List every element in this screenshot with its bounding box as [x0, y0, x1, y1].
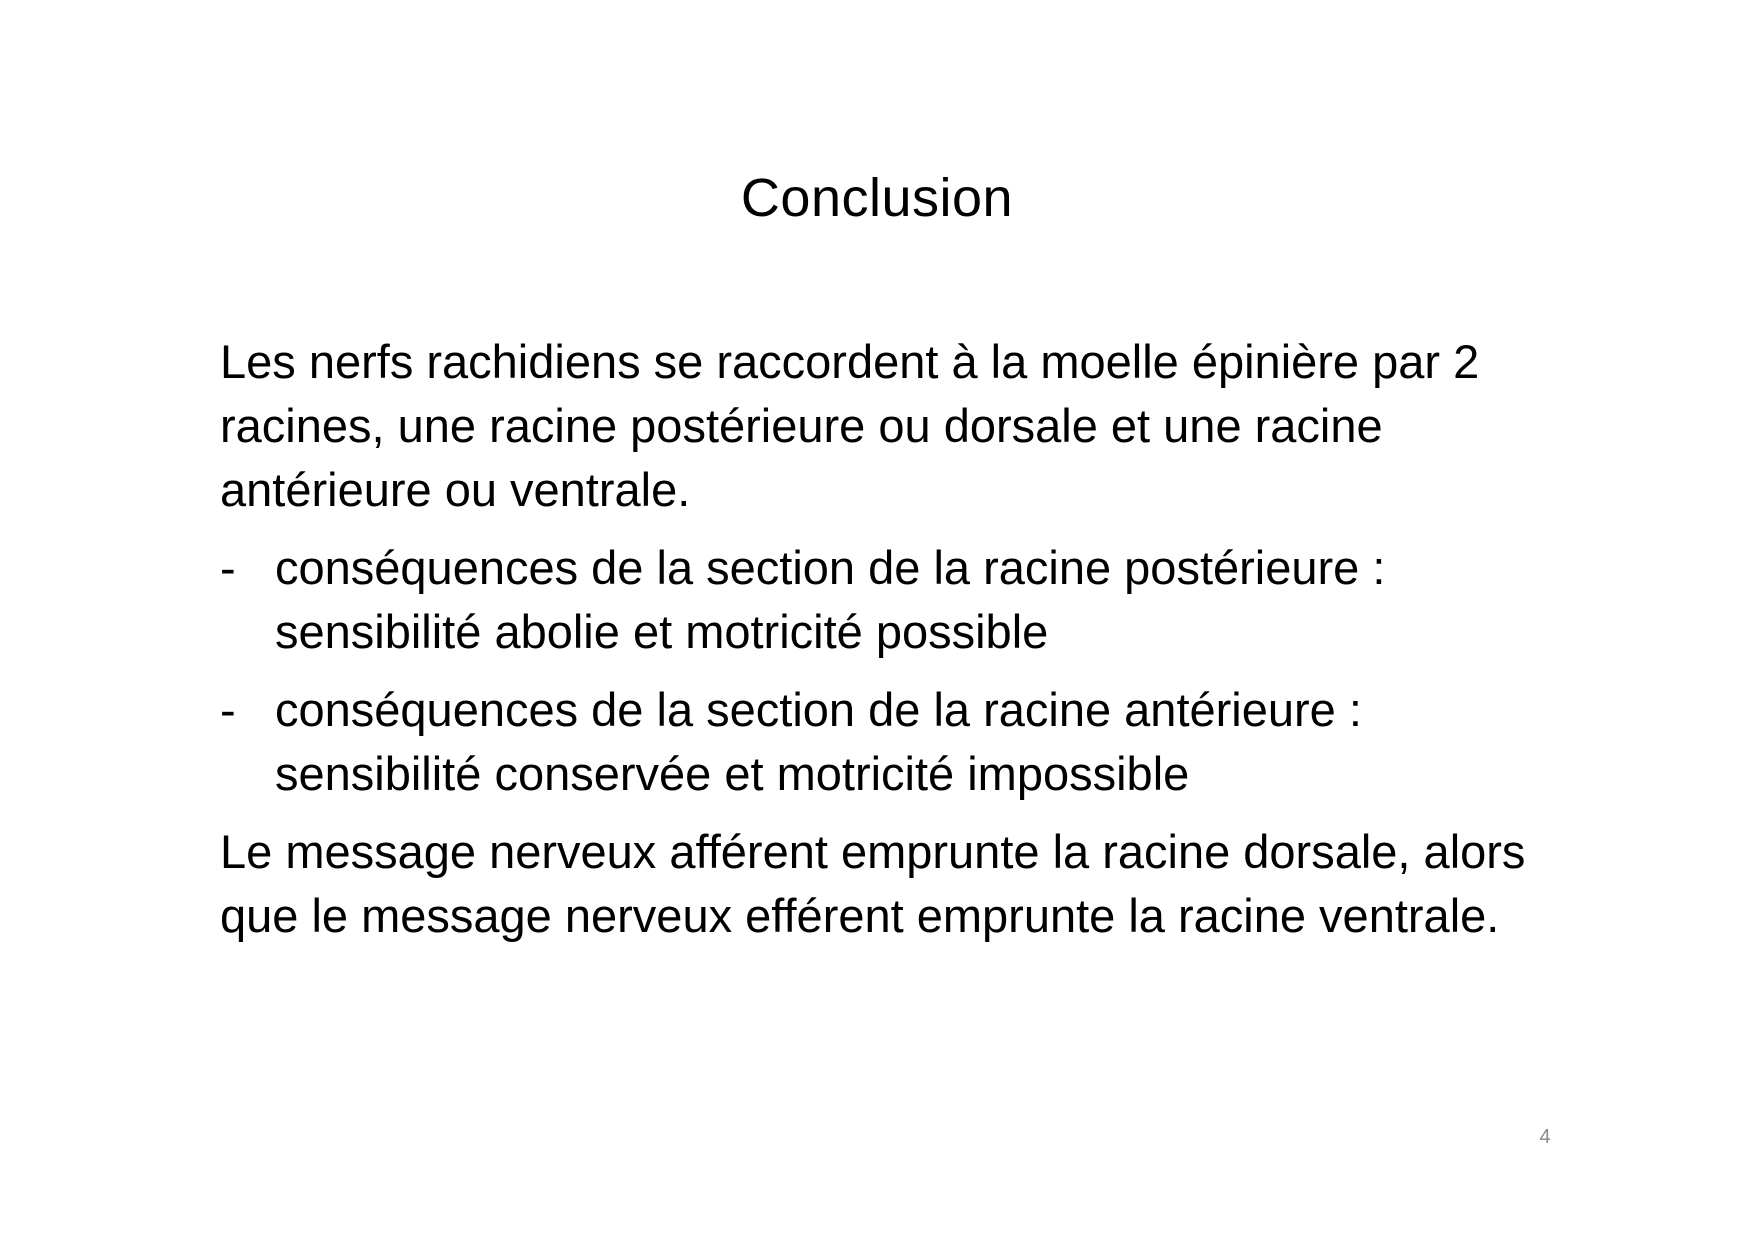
bullet-item-anterior	[220, 678, 1560, 806]
bullet-text: conséquences de la section de la racine postérieure : sensibilité abolie et motricité possible	[275, 541, 1386, 658]
intro-paragraph: Les nerfs rachidiens se raccordent à la moelle épinière par 2 racines, une racine postérieure ou dorsale et une racine antérieure ou ventrale.	[220, 335, 1480, 516]
closing-paragraph: Le message nerveux afférent emprunte la racine dorsale, alors que le message nerveux efférent emprunte la racine ventrale.	[220, 825, 1526, 942]
slide-body	[220, 330, 1560, 948]
slide-title: Conclusion	[740, 168, 1014, 228]
bullet-text: conséquences de la section de la racine antérieure : sensibilité conservée et motricité impossible	[275, 683, 1362, 800]
bullet-marker: -	[220, 683, 236, 736]
page-number: 4	[1539, 1126, 1551, 1148]
bullet-marker: -	[220, 541, 236, 594]
bullet-item-posterior	[220, 536, 1560, 664]
